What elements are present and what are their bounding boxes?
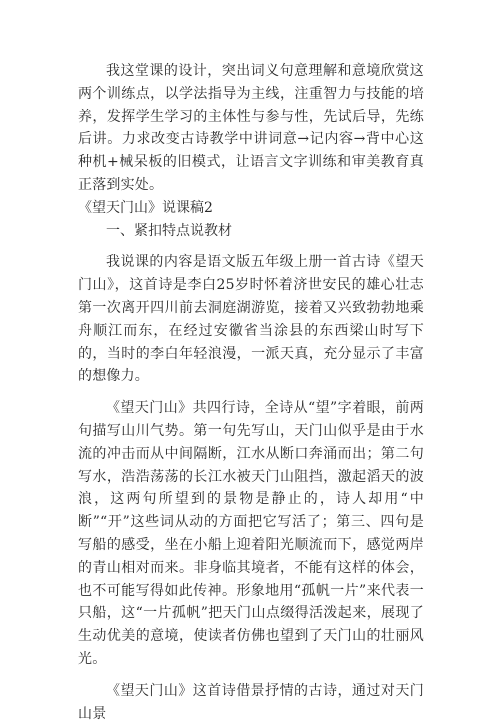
intro-paragraph: 我这堂课的设计，突出词义句意理解和意境欣赏这两个训练点，以学法指导为主线，注重智力与技能的培养，发挥学生学习的主体性与参与性，先试后导，先练后讲。力求改变古诗教学中讲词意→记内容→背中心这种机+械呆板的旧模式，让语言文字训练和审美教育真正落到实处。 — [78, 63, 424, 193]
section-heading: 一、紧扣特点说教材 — [106, 222, 232, 239]
paragraph-spacer — [78, 242, 424, 251]
document-page — [78, 60, 424, 725]
paragraph-spacer — [78, 671, 424, 680]
body-paragraph-1: 我说课的内容是语文版五年级上册一首古诗《望天门山》，这首诗是李白25岁时怀着济世安民的雄心壮志第一次离开四川前去洞庭湖游览，接着又兴致勃勃地乘舟顺江而东，在经过安徽省当涂县的东西梁山时写下的，当时的李白年轻浪漫，一派天真，充分显示了丰富的想像力。 — [78, 254, 424, 385]
body-paragraph-3: 《望天门山》这首诗借景抒情的古诗，通过对天门山景 — [78, 682, 424, 722]
document-title: 《望天门山》说课稿2 — [78, 199, 213, 216]
body-paragraph-2: 《望天门山》共四行诗，全诗从“望”字着眼，前两句描写山川气势。第一句先写山，天门山似乎是由于水流的冲击而从中间隔断，江水从断口奔涌而出；第二句写水，浩浩荡荡的长江水被天门山阻挡，激起滔天的波浪，这两句所望到的景物是静止的，诗人却用“中断”“开”这些词从动的方面把它写活了；第三、四句是写船的感受，坐在小船上迎着阳光顺流而下，感觉两岸的青山相对而来。非身临其境者，不能有这样的体会，也不可能写得如此传神。形象地用“孤帆一片”来代表一只船，这“一片孤帆”把天门山点缀得活泼起来，展现了生动优美的意境，使读者仿佛也望到了天门山的壮丽风光。 — [78, 400, 424, 667]
paragraph-spacer — [78, 388, 424, 397]
